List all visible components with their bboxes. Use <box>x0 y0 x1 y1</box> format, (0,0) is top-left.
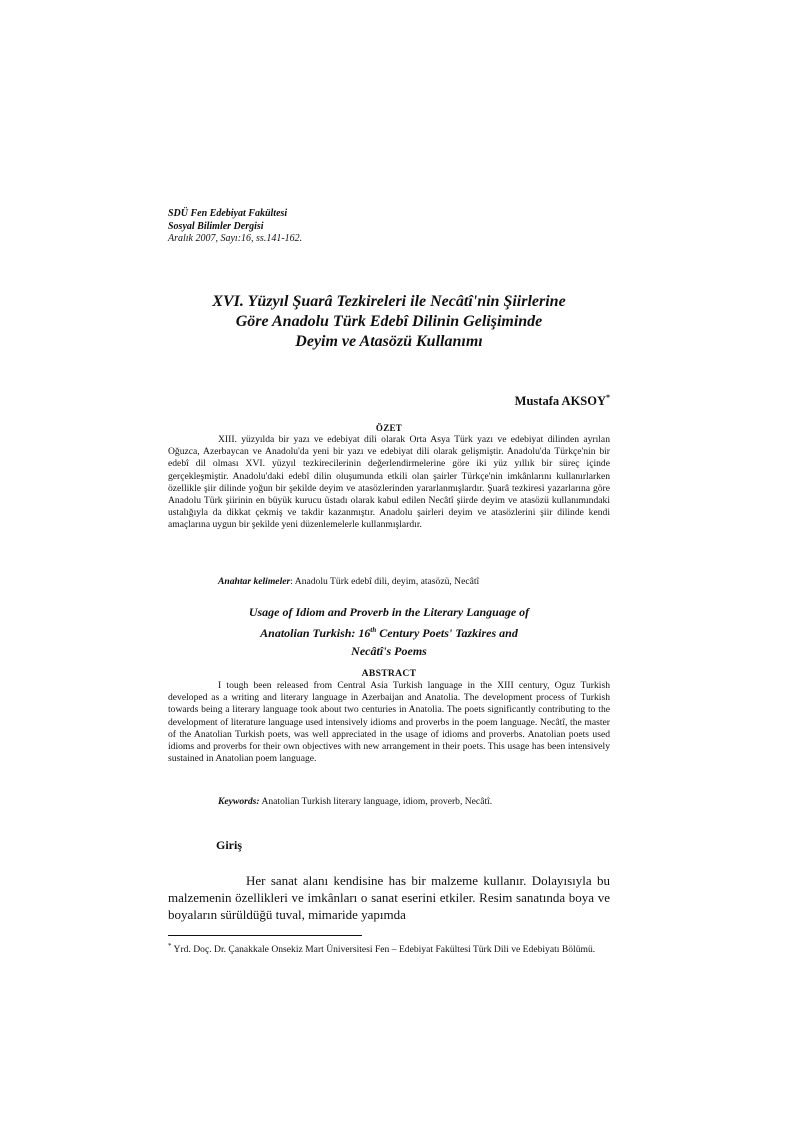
english-title-line-1: Usage of Idiom and Proverb in the Literary Language of <box>248 605 530 619</box>
title-line-1: XVI. Yüzyıl Şuarâ Tezkireleri ile Necâtî'nin Şiirlerine <box>212 293 566 310</box>
abstract-keywords-text: Anatolian Turkish literary language, idiom, proverb, Necâtî. <box>259 796 493 807</box>
abstract-text <box>168 680 610 765</box>
title-line-3: Deyim ve Atasözü Kullanımı <box>295 333 483 350</box>
ozet-heading: ÖZET <box>375 423 403 433</box>
journal-issue: Aralık 2007, Sayı:16, ss.141-162. <box>168 233 303 244</box>
author <box>168 393 610 409</box>
english-title <box>168 603 610 660</box>
abstract-paragraph: I tough been released from Central Asia Turkish language in the XIII century, Oguz Turkish developed as a writing and literary language in Azerbaijan and Anatolia. The development process of Turkish towards being a literary language took about two centuries in Anatolia. The poets significantly contributing to the development of literature language used intensively idioms and proverbs in the poem language. Necâtî, the master of the Anatolian Turkish poets, was well appreciated in the usage of idioms and proverbs. Anatolian poets used idioms and proverbs for their own objectives with new arrangement in their poets. This usage has been intensively sustained in Anatolian poem language. <box>168 680 610 765</box>
ozet-text <box>168 434 610 532</box>
journal-info <box>168 208 610 246</box>
ozet-keywords-text: : Anadolu Türk edebî dili, deyim, atasözü, Necâtî <box>290 576 480 587</box>
journal-faculty: SDÜ Fen Edebiyat Fakültesi <box>168 208 288 219</box>
journal-name: Sosyal Bilimler Dergisi <box>168 220 264 232</box>
abstract-keywords <box>168 796 660 808</box>
footnote <box>168 940 610 956</box>
ozet-paragraph: XIII. yüzyılda bir yazı ve edebiyat dili olarak Orta Asya Türk yazı ve edebiyat dilinden ayrılan Oğuzca, Azerbaycan ve Anadolu'da yeni bir yazı ve edebiyat dili olarak gelişmiştir. Anadolu'da Türkçe'nin bir edebî dil olması XVI. yüzyıl tezkirecilerinin değerlendirmelerine göre iki yüz yıllık bir süreç içinde gerçekleşmiştir. Anadolu'daki edebî dilin oluşumunda etkili olan şairler Türkçe'nin imkânlarını kullanırlarken özellikle şiir dilinde yoğun bir şekilde deyim ve atasözlerinden yararlanmışlardır. Şuarâ tezkiresi yazarlarına göre Anadolu Türk şiirinin en büyük kurucu üstadı olarak kabul edilen Necâtî şiirde deyim ve atasözü kullanımındaki ustalığıyla da dikkat çekmiş ve takdir kazanmıştır. Anadolu şairleri deyim ve atasözlerini şiir dilinde kendi amaçlarına uygun bir şekilde yeni düzenlemelerle kullanmışlardır. <box>168 434 610 531</box>
ozet-keywords-label: Anahtar kelimeler <box>218 576 291 587</box>
footnote-marker: * <box>168 942 172 950</box>
author-footnote-marker: * <box>606 393 610 402</box>
english-title-ordinal: th <box>370 626 377 634</box>
english-title-line-2-end: Century Poets' Tazkires and <box>376 626 518 640</box>
english-title-line-3: Necâtî's Poems <box>351 644 427 658</box>
body-text <box>168 872 610 923</box>
title-line-2: Göre Anadolu Türk Edebî Dilinin Gelişiminde <box>235 313 543 330</box>
author-name: Mustafa AKSOY <box>514 394 606 409</box>
abstract-heading: ABSTRACT <box>361 668 417 679</box>
body-paragraph: Her sanat alanı kendisine has bir malzeme kullanır. Dolayısıyla bu malzemenin özellikleri ve imkânları o sanat eserini etkiler. Resim sanatında boya ve boyaların sürüldüğü tuval, mimaride yapımda <box>168 873 610 922</box>
section-heading: Giriş <box>216 838 242 852</box>
footnote-text: Yrd. Doç. Dr. Çanakkale Onsekiz Mart Üniversitesi Fen – Edebiyat Fakültesi Türk Dili ve Edebiyatı Bölümü. <box>171 944 596 956</box>
article-title <box>168 292 610 352</box>
english-title-line-2 <box>168 621 610 642</box>
ozet-keywords <box>168 576 660 588</box>
english-title-line-2-start: Anatolian Turkish: 16 <box>260 626 371 640</box>
footnote-divider <box>168 935 362 936</box>
abstract-keywords-label: Keywords: <box>218 796 260 807</box>
